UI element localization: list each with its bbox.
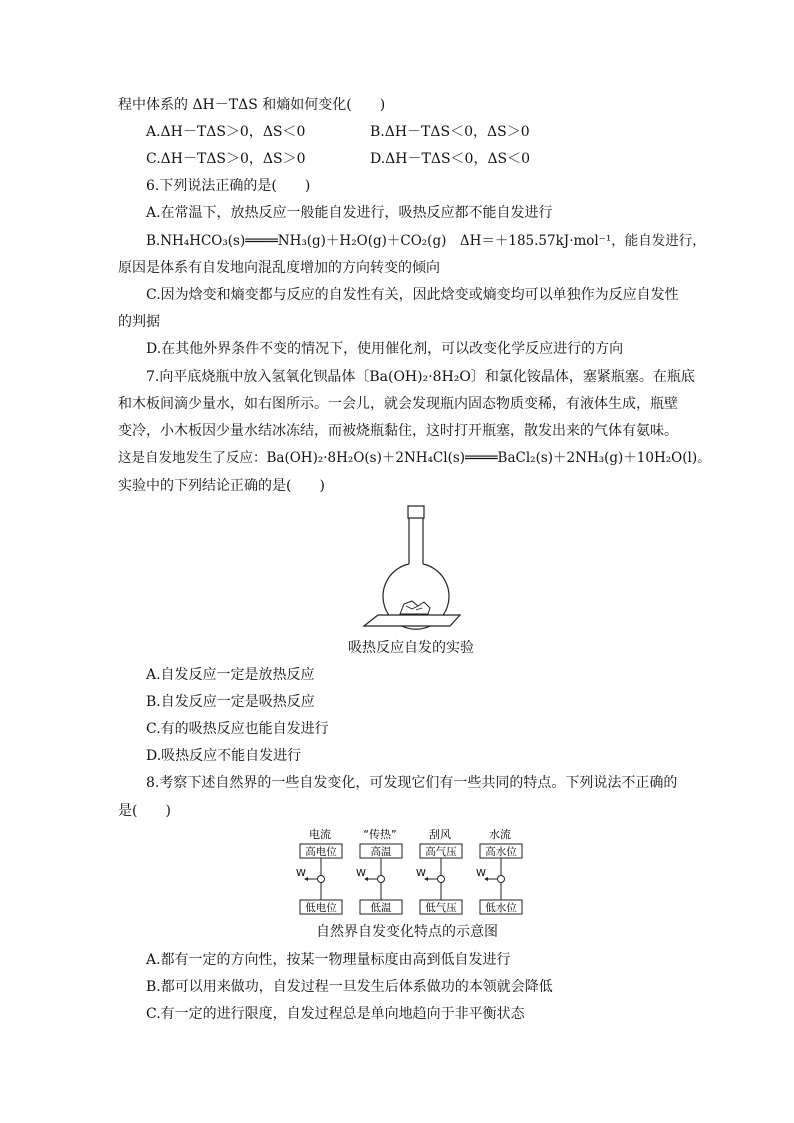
option-b: B.自发反应一定是吸热反应 [146,694,315,710]
option-c: C.因为焓变和熵变都与反应的自发性有关，因此焓变或熵变均可以单独作为反应自发性 [146,287,679,303]
svg-text:高气压: 高气压 [425,846,457,858]
svg-text:高电位: 高电位 [305,846,337,858]
text-line: 程中体系的 ΔH－TΔS 和熵如何变化( ) [118,97,386,113]
figure-caption: 自然界自发变化特点的示意图 [316,924,498,940]
column-heat [356,827,402,914]
svg-text:低气压: 低气压 [425,902,457,914]
svg-text:刮风: 刮风 [429,828,451,841]
option-c: C.有的吸热反应也能自发进行 [146,721,329,737]
option-d: D.吸热反应不能自发进行 [146,748,302,764]
option-c: C.有一定的进行限度，自发过程总是单向地趋向于非平衡状态 [146,1006,525,1022]
option-a: A.自发反应一定是放热反应 [146,667,315,683]
svg-text:“传热”: “传热” [363,828,397,841]
option-d: D.ΔH－TΔS＜0，ΔS＜0 [370,151,531,167]
svg-text:低水位: 低水位 [485,902,517,914]
svg-text:W: W [296,868,306,879]
question-6: 6.下列说法正确的是( ) [146,178,311,194]
svg-text:水流: 水流 [489,828,511,841]
column-wind [416,827,462,914]
option-b: B.ΔH－TΔS＜0，ΔS＞0 [370,124,530,140]
svg-text:电流: 电流 [309,828,331,841]
text-line: 原因是体系有自发地向混乱度增加的方向转变的倾向 [118,260,440,276]
option-c: C.ΔH－TΔS＞0，ΔS＞0 [146,151,306,167]
option-a: A.在常温下，放热反应一般能自发进行，吸热反应都不能自发进行 [146,205,553,221]
question-7: 7.向平底烧瓶中放入氢氧化钡晶体〔Ba(OH)₂·8H₂O〕和氯化铵晶体，塞紧瓶塞。在瓶底 [146,369,695,385]
option-d: D.在其他外界条件不变的情况下，使用催化剂，可以改变化学反应进行的方向 [146,341,624,357]
svg-text:W: W [356,868,366,879]
svg-text:高水位: 高水位 [485,846,517,858]
text-line: 变冷，小木板因少量水结冰冻结，而被烧瓶黏住，这时打开瓶塞，散发出来的气体有氨味。 [118,423,678,439]
option-a: A.ΔH－TΔS＞0，ΔS＜0 [146,124,306,140]
svg-text:低电位: 低电位 [305,902,337,914]
svg-text:低温: 低温 [370,902,392,914]
svg-text:高温: 高温 [370,846,392,858]
column-water [476,827,522,914]
text-line: 和木板间滴少量水，如右图所示。一会儿，就会发现瓶内固态物质变稀，有液体生成，瓶壁 [118,396,678,412]
figure-caption: 吸热反应自发的实验 [348,640,474,656]
svg-text:W: W [416,868,426,879]
option-b: B.都可以用来做功，自发过程一旦发生后体系做功的本领就会降低 [146,979,553,995]
spontaneous-change-diagram [290,826,530,918]
option-a: A.都有一定的方向性，按某一物理量标度由高到低自发进行 [146,952,511,968]
svg-text:W: W [476,868,486,879]
column-current [296,827,342,914]
text-line: 实验中的下列结论正确的是( ) [118,478,325,494]
reaction-equation: 这是自发地发生了反应：Ba(OH)₂·8H₂O(s)＋2NH₄Cl(s)════BaCl₂(s)＋2NH₃(g)＋10H₂O(l)。 [118,450,711,466]
question-8: 8.考察下述自然界的一些自发变化，可发现它们有一些共同的特点。下列说法不正确的 [146,775,678,791]
flask-figure [360,502,470,630]
text-line: 是( ) [118,803,171,819]
text-line: 的判据 [118,314,160,330]
option-b: B.NH₄HCO₃(s)════NH₃(g)＋H₂O(g)＋CO₂(g) ΔH＝＋185.57kJ·mol⁻¹，能自发进行， [146,233,706,249]
